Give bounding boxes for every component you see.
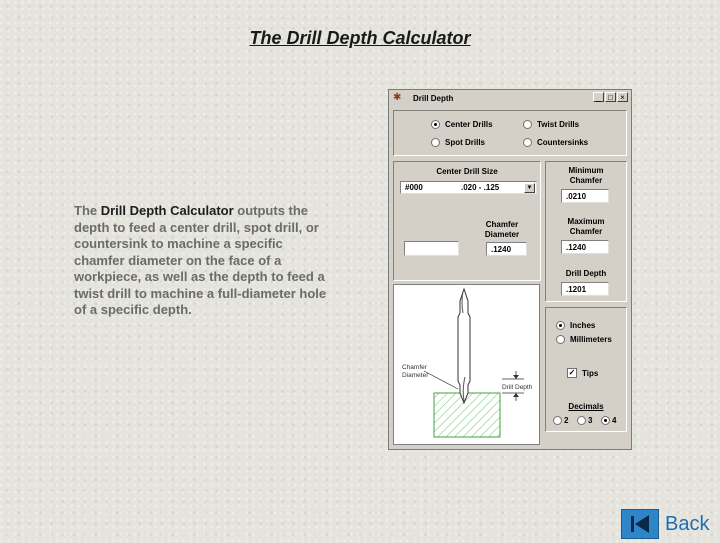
drill-depth-text: Drill Depth [502, 384, 533, 391]
tool-type-group [393, 110, 627, 156]
chevron-down-icon[interactable]: ▼ [524, 183, 535, 193]
minimum-chamfer-label-line2: Chamfer [569, 176, 603, 185]
radio-indicator [553, 416, 562, 425]
description-strong: Drill Depth Calculator [100, 203, 234, 218]
radio-center-drills[interactable] [431, 120, 493, 129]
minimum-chamfer-output: .0210 [561, 189, 609, 203]
title-bar[interactable] [390, 91, 630, 105]
center-drill-shape [458, 289, 470, 403]
close-button[interactable]: × [617, 92, 628, 102]
radio-inches[interactable] [556, 321, 595, 330]
radio-label: Millimeters [570, 335, 612, 344]
description-text [74, 203, 336, 319]
decimals-label: Decimals [568, 402, 604, 411]
radio-millimeters[interactable] [556, 335, 612, 344]
radio-decimals-2[interactable] [553, 416, 568, 425]
radio-decimals-3[interactable] [577, 416, 592, 425]
drill-diagram-svg [394, 285, 539, 444]
chamfer-diameter-output: .1240 [486, 242, 527, 256]
radio-label: 3 [588, 416, 593, 425]
radio-indicator [523, 138, 532, 147]
radio-indicator [431, 138, 440, 147]
chamfer-input[interactable] [404, 241, 459, 256]
results-panel [545, 161, 627, 302]
maximum-chamfer-label-line2: Chamfer [569, 227, 603, 236]
radio-label: Countersinks [537, 138, 589, 147]
maximum-chamfer-label [546, 217, 626, 237]
chamfer-diameter-label-line1: Chamfer [485, 220, 519, 229]
arrowhead-top [513, 375, 519, 379]
radio-indicator [556, 335, 565, 344]
maximum-chamfer-label-line1: Maximum [567, 217, 605, 226]
size-value: #000 [405, 183, 423, 192]
center-drill-size-label: Center Drill Size [436, 167, 498, 176]
radio-indicator [431, 120, 440, 129]
radio-label: Spot Drills [445, 138, 486, 147]
window-controls [593, 92, 628, 102]
arrowhead-bottom [513, 393, 519, 397]
description-rest: outputs the depth to feed a center drill, spot drill, or countersink to machine a specific chamfer diameter on the face of a workpiece, as well as the depth to feed a twist drill to machine a full-diameter hole of a specific depth. [74, 203, 327, 317]
window-title: Drill Depth [413, 93, 454, 103]
chamfer-leader [424, 371, 458, 389]
center-drill-panel [393, 161, 541, 281]
radio-indicator [556, 321, 565, 330]
center-drill-size-select[interactable] [400, 181, 537, 194]
radio-label: 2 [564, 416, 569, 425]
skip-back-icon [622, 510, 658, 538]
check-icon: ✓ [568, 368, 576, 377]
minimize-button[interactable]: _ [593, 92, 604, 102]
radio-label: Twist Drills [537, 120, 580, 129]
radio-indicator [523, 120, 532, 129]
radio-indicator [577, 416, 586, 425]
radio-decimals-4[interactable] [601, 416, 616, 425]
minimum-chamfer-label [546, 166, 626, 186]
drill-depth-output: .1201 [561, 282, 609, 296]
workpiece-block [434, 393, 500, 437]
radio-spot-drills[interactable] [431, 138, 485, 147]
maximum-chamfer-output: .1240 [561, 240, 609, 254]
tips-label: Tips [582, 368, 599, 378]
back-button[interactable] [621, 509, 659, 539]
minimum-chamfer-label-line1: Minimum [568, 166, 604, 175]
back-label[interactable]: Back [665, 512, 710, 535]
radio-countersinks[interactable] [523, 138, 588, 147]
drill-depth-label: Drill Depth [565, 269, 607, 278]
chamfer-diameter-label-line2: Diameter [484, 230, 520, 239]
radio-label: Center Drills [445, 120, 493, 129]
options-panel [545, 307, 627, 432]
slide-title: The Drill Depth Calculator [249, 28, 471, 48]
radio-label: Inches [570, 321, 596, 330]
radio-indicator [601, 416, 610, 425]
drill-diagram [393, 284, 540, 445]
chamfer-diameter-label [472, 220, 532, 240]
chamfer-diameter-text2: Diameter [402, 372, 429, 379]
back-link[interactable] [621, 509, 709, 539]
range-value: .020 - .125 [461, 183, 500, 192]
app-icon: ✱ [393, 92, 402, 103]
chamfer-diameter-text1: Chamfer [402, 364, 427, 371]
maximize-button[interactable]: □ [605, 92, 616, 102]
description-prefix: The [74, 203, 101, 218]
radio-label: 4 [612, 416, 617, 425]
tips-checkbox[interactable] [567, 368, 598, 378]
radio-twist-drills[interactable] [523, 120, 579, 129]
